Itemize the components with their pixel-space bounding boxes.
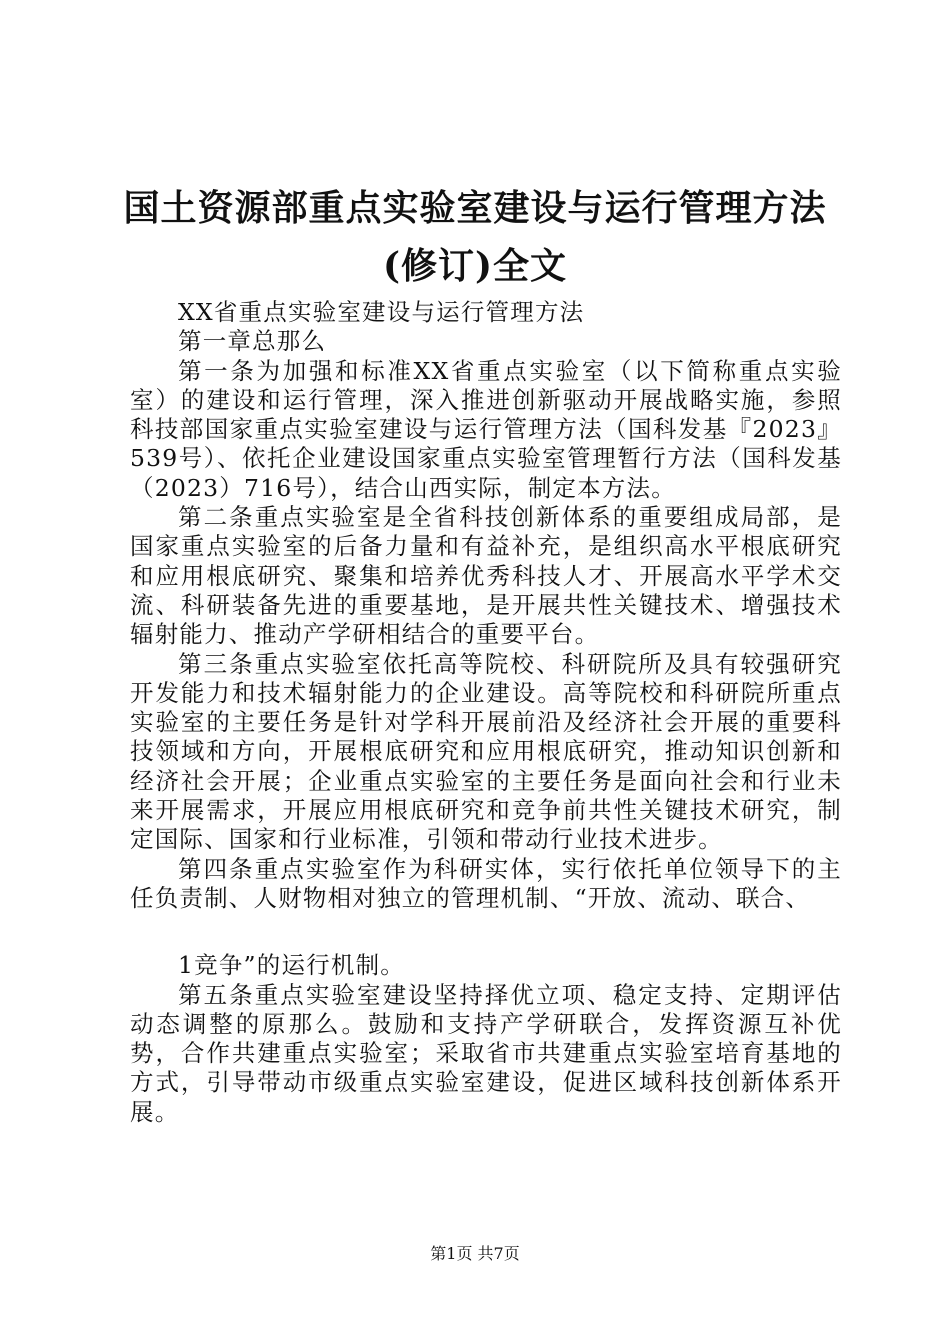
paragraph-chapter: 第一章总那么 xyxy=(178,327,327,356)
paragraph-article-3: 第三条重点实验室依托高等院校、科研院所及具有较强研究开发能力和技术辐射能力的企业建设。高等院校和科研院所重点实验室的主要任务是针对学科开展前沿及经济社会开展的重要科技领域和方向，开展根底研究和应用根底研究，推动知识创新和经济社会开展；企业重点实验室的主要任务是面向社会和行业未来开展需求，开展应用根底研究和竞争前共性关键技术研究，制定国际、国家和行业标准，引领和带动行业技术进步。 xyxy=(130,649,842,854)
document-body xyxy=(130,298,842,1127)
paragraph-article-5: 第五条重点实验室建设坚持择优立项、稳定支持、定期评估动态调整的原那么。鼓励和支持产学研联合，发挥资源互补优势，合作共建重点实验室；采取省市共建重点实验室培育基地的方式，引导带动市级重点实验室建设，促进区域科技创新体系开展。 xyxy=(130,980,842,1126)
paragraph-article-1: 第一条为加强和标准XX省重点实验室（以下简称重点实验室）的建设和运行管理，深入推进创新驱动开展战略实施，参照科技部国家重点实验室建设与运行管理方法（国科发基『2023』539号）、依托企业建设国家重点实验室管理暂行方法（国科发基（2023）716号），结合山西实际，制定本方法。 xyxy=(130,356,842,502)
paragraph-article-2: 第二条重点实验室是全省科技创新体系的重要组成局部，是国家重点实验室的后备力量和有益补充，是组织高水平根底研究和应用根底研究、聚集和培养优秀科技人才、开展高水平学术交流、科研装备先进的重要基地，是开展共性关键技术、增强技术辐射能力、推动产学研相结合的重要平台。 xyxy=(130,503,842,649)
document-title-line-1: 国土资源部重点实验室建设与运行管理方法 xyxy=(123,187,827,229)
paragraph-article-4: 第四条重点实验室作为科研实体，实行依托单位领导下的主任负责制、人财物相对独立的管理机制、“开放、流动、联合、 xyxy=(130,854,842,912)
page-footer: 第1页 共7页 xyxy=(430,1244,520,1263)
document-title-line-2: (修订)全文 xyxy=(382,245,568,287)
paragraph-article-4-continued: 1竞争”的运行机制。 xyxy=(178,951,405,980)
paragraph-heading: XX省重点实验室建设与运行管理方法 xyxy=(178,298,585,326)
